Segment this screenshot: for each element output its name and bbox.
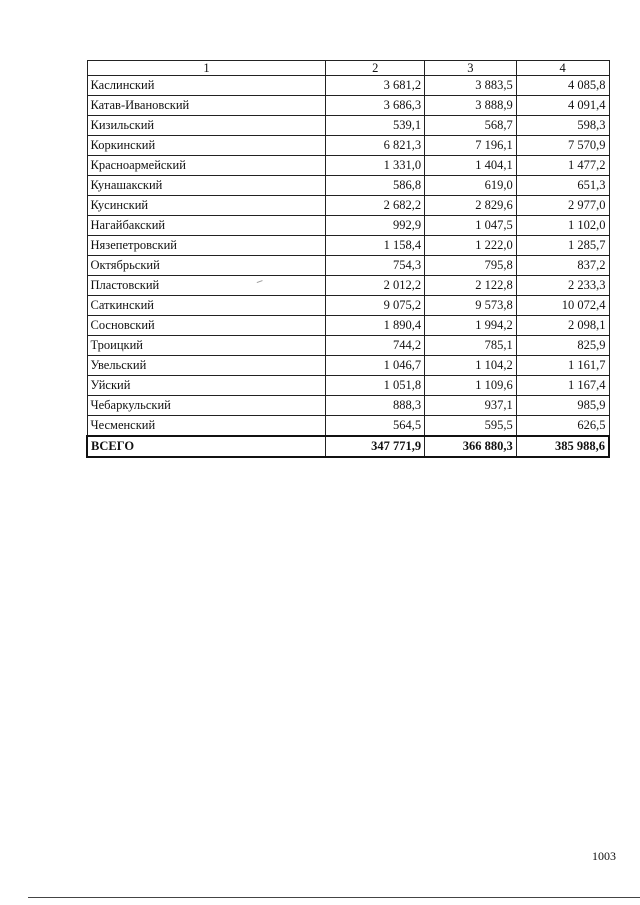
value-cell-col-3: 1 222,0: [425, 236, 517, 256]
table-row: [87, 396, 609, 416]
value-cell-col-3: 7 196,1: [425, 136, 517, 156]
footer-rule: [28, 897, 640, 898]
value-cell-col-2: 1 331,0: [326, 156, 425, 176]
value-cell-col-4: 985,9: [516, 396, 609, 416]
value-cell-col-3: 619,0: [425, 176, 517, 196]
value-cell-col-4: 1 161,7: [516, 356, 609, 376]
value-cell-col-3: 1 404,1: [425, 156, 517, 176]
value-cell-col-4: 4 091,4: [516, 96, 609, 116]
value-cell-col-3: 568,7: [425, 116, 517, 136]
value-cell-col-2: 2 012,2: [326, 276, 425, 296]
table-row: [87, 196, 609, 216]
district-name-cell: Чесменский: [87, 416, 326, 437]
value-cell-col-2: 1 158,4: [326, 236, 425, 256]
table-row: [87, 156, 609, 176]
district-name-cell: Сосновский: [87, 316, 326, 336]
district-name-cell: Чебаркульский: [87, 396, 326, 416]
district-name-cell: Кусинский: [87, 196, 326, 216]
table-row: [87, 336, 609, 356]
header-col-1: 1: [87, 61, 326, 76]
header-row: [87, 61, 609, 76]
table-row: [87, 376, 609, 396]
value-cell-col-2: 586,8: [326, 176, 425, 196]
district-name-cell: Троицкий: [87, 336, 326, 356]
value-cell-col-3: 1 109,6: [425, 376, 517, 396]
value-cell-col-2: 888,3: [326, 396, 425, 416]
value-cell-col-4: 1 102,0: [516, 216, 609, 236]
value-cell-col-3: 3 888,9: [425, 96, 517, 116]
value-cell-col-2: 1 890,4: [326, 316, 425, 336]
value-cell-col-2: 6 821,3: [326, 136, 425, 156]
value-cell-col-4: 825,9: [516, 336, 609, 356]
page-number: 1003: [592, 849, 616, 863]
table-row: [87, 116, 609, 136]
value-cell-col-4: 1 167,4: [516, 376, 609, 396]
district-name-cell: Красноармейский: [87, 156, 326, 176]
table-header: [87, 61, 609, 76]
table-row: [87, 96, 609, 116]
district-name-cell: Коркинский: [87, 136, 326, 156]
value-cell-col-4: 7 570,9: [516, 136, 609, 156]
value-cell-col-4: 2 233,3: [516, 276, 609, 296]
value-cell-col-4: 1 477,2: [516, 156, 609, 176]
total-row: [87, 436, 609, 457]
value-cell-col-2: 564,5: [326, 416, 425, 437]
value-cell-col-3: 1 047,5: [425, 216, 517, 236]
district-name-cell: Саткинский: [87, 296, 326, 316]
table-row: [87, 276, 609, 296]
value-cell-col-3: 595,5: [425, 416, 517, 437]
table-row: [87, 256, 609, 276]
total-col-4: 385 988,6: [516, 436, 609, 457]
district-name-cell: Кунашакский: [87, 176, 326, 196]
district-name-cell: Уйский: [87, 376, 326, 396]
value-cell-col-2: 992,9: [326, 216, 425, 236]
district-name-cell: Кизильский: [87, 116, 326, 136]
value-cell-col-4: 10 072,4: [516, 296, 609, 316]
total-col-3: 366 880,3: [425, 436, 517, 457]
value-cell-col-3: 2 122,8: [425, 276, 517, 296]
value-cell-col-2: 9 075,2: [326, 296, 425, 316]
header-col-4: 4: [516, 61, 609, 76]
value-cell-col-4: 4 085,8: [516, 76, 609, 96]
value-cell-col-2: 744,2: [326, 336, 425, 356]
value-cell-col-2: 539,1: [326, 116, 425, 136]
value-cell-col-3: 937,1: [425, 396, 517, 416]
district-name-cell: Каслинский: [87, 76, 326, 96]
table-body: [87, 76, 609, 458]
value-cell-col-4: 2 098,1: [516, 316, 609, 336]
value-cell-col-3: 1 994,2: [425, 316, 517, 336]
district-name-cell: Нязепетровский: [87, 236, 326, 256]
value-cell-col-2: 3 686,3: [326, 96, 425, 116]
value-cell-col-3: 2 829,6: [425, 196, 517, 216]
value-cell-col-2: 754,3: [326, 256, 425, 276]
table-row: [87, 216, 609, 236]
district-name-cell: Увельский: [87, 356, 326, 376]
value-cell-col-4: 598,3: [516, 116, 609, 136]
value-cell-col-4: 837,2: [516, 256, 609, 276]
header-col-3: 3: [425, 61, 517, 76]
total-label: ВСЕГО: [87, 436, 326, 457]
district-name-cell: Пластовский: [87, 276, 326, 296]
budget-table: [86, 60, 610, 458]
table-row: [87, 76, 609, 96]
table-row: [87, 316, 609, 336]
value-cell-col-2: 3 681,2: [326, 76, 425, 96]
value-cell-col-4: 626,5: [516, 416, 609, 437]
header-col-2: 2: [326, 61, 425, 76]
table-row: [87, 136, 609, 156]
value-cell-col-3: 9 573,8: [425, 296, 517, 316]
value-cell-col-2: 1 051,8: [326, 376, 425, 396]
value-cell-col-4: 2 977,0: [516, 196, 609, 216]
value-cell-col-3: 785,1: [425, 336, 517, 356]
total-col-2: 347 771,9: [326, 436, 425, 457]
value-cell-col-2: 2 682,2: [326, 196, 425, 216]
value-cell-col-3: 3 883,5: [425, 76, 517, 96]
table-row: [87, 356, 609, 376]
value-cell-col-4: 651,3: [516, 176, 609, 196]
value-cell-col-3: 795,8: [425, 256, 517, 276]
value-cell-col-4: 1 285,7: [516, 236, 609, 256]
value-cell-col-2: 1 046,7: [326, 356, 425, 376]
district-name-cell: Октябрьский: [87, 256, 326, 276]
table-row: [87, 176, 609, 196]
table-row: [87, 416, 609, 437]
table-row: [87, 296, 609, 316]
value-cell-col-3: 1 104,2: [425, 356, 517, 376]
district-name-cell: Катав-Ивановский: [87, 96, 326, 116]
district-name-cell: Нагайбакский: [87, 216, 326, 236]
table-row: [87, 236, 609, 256]
